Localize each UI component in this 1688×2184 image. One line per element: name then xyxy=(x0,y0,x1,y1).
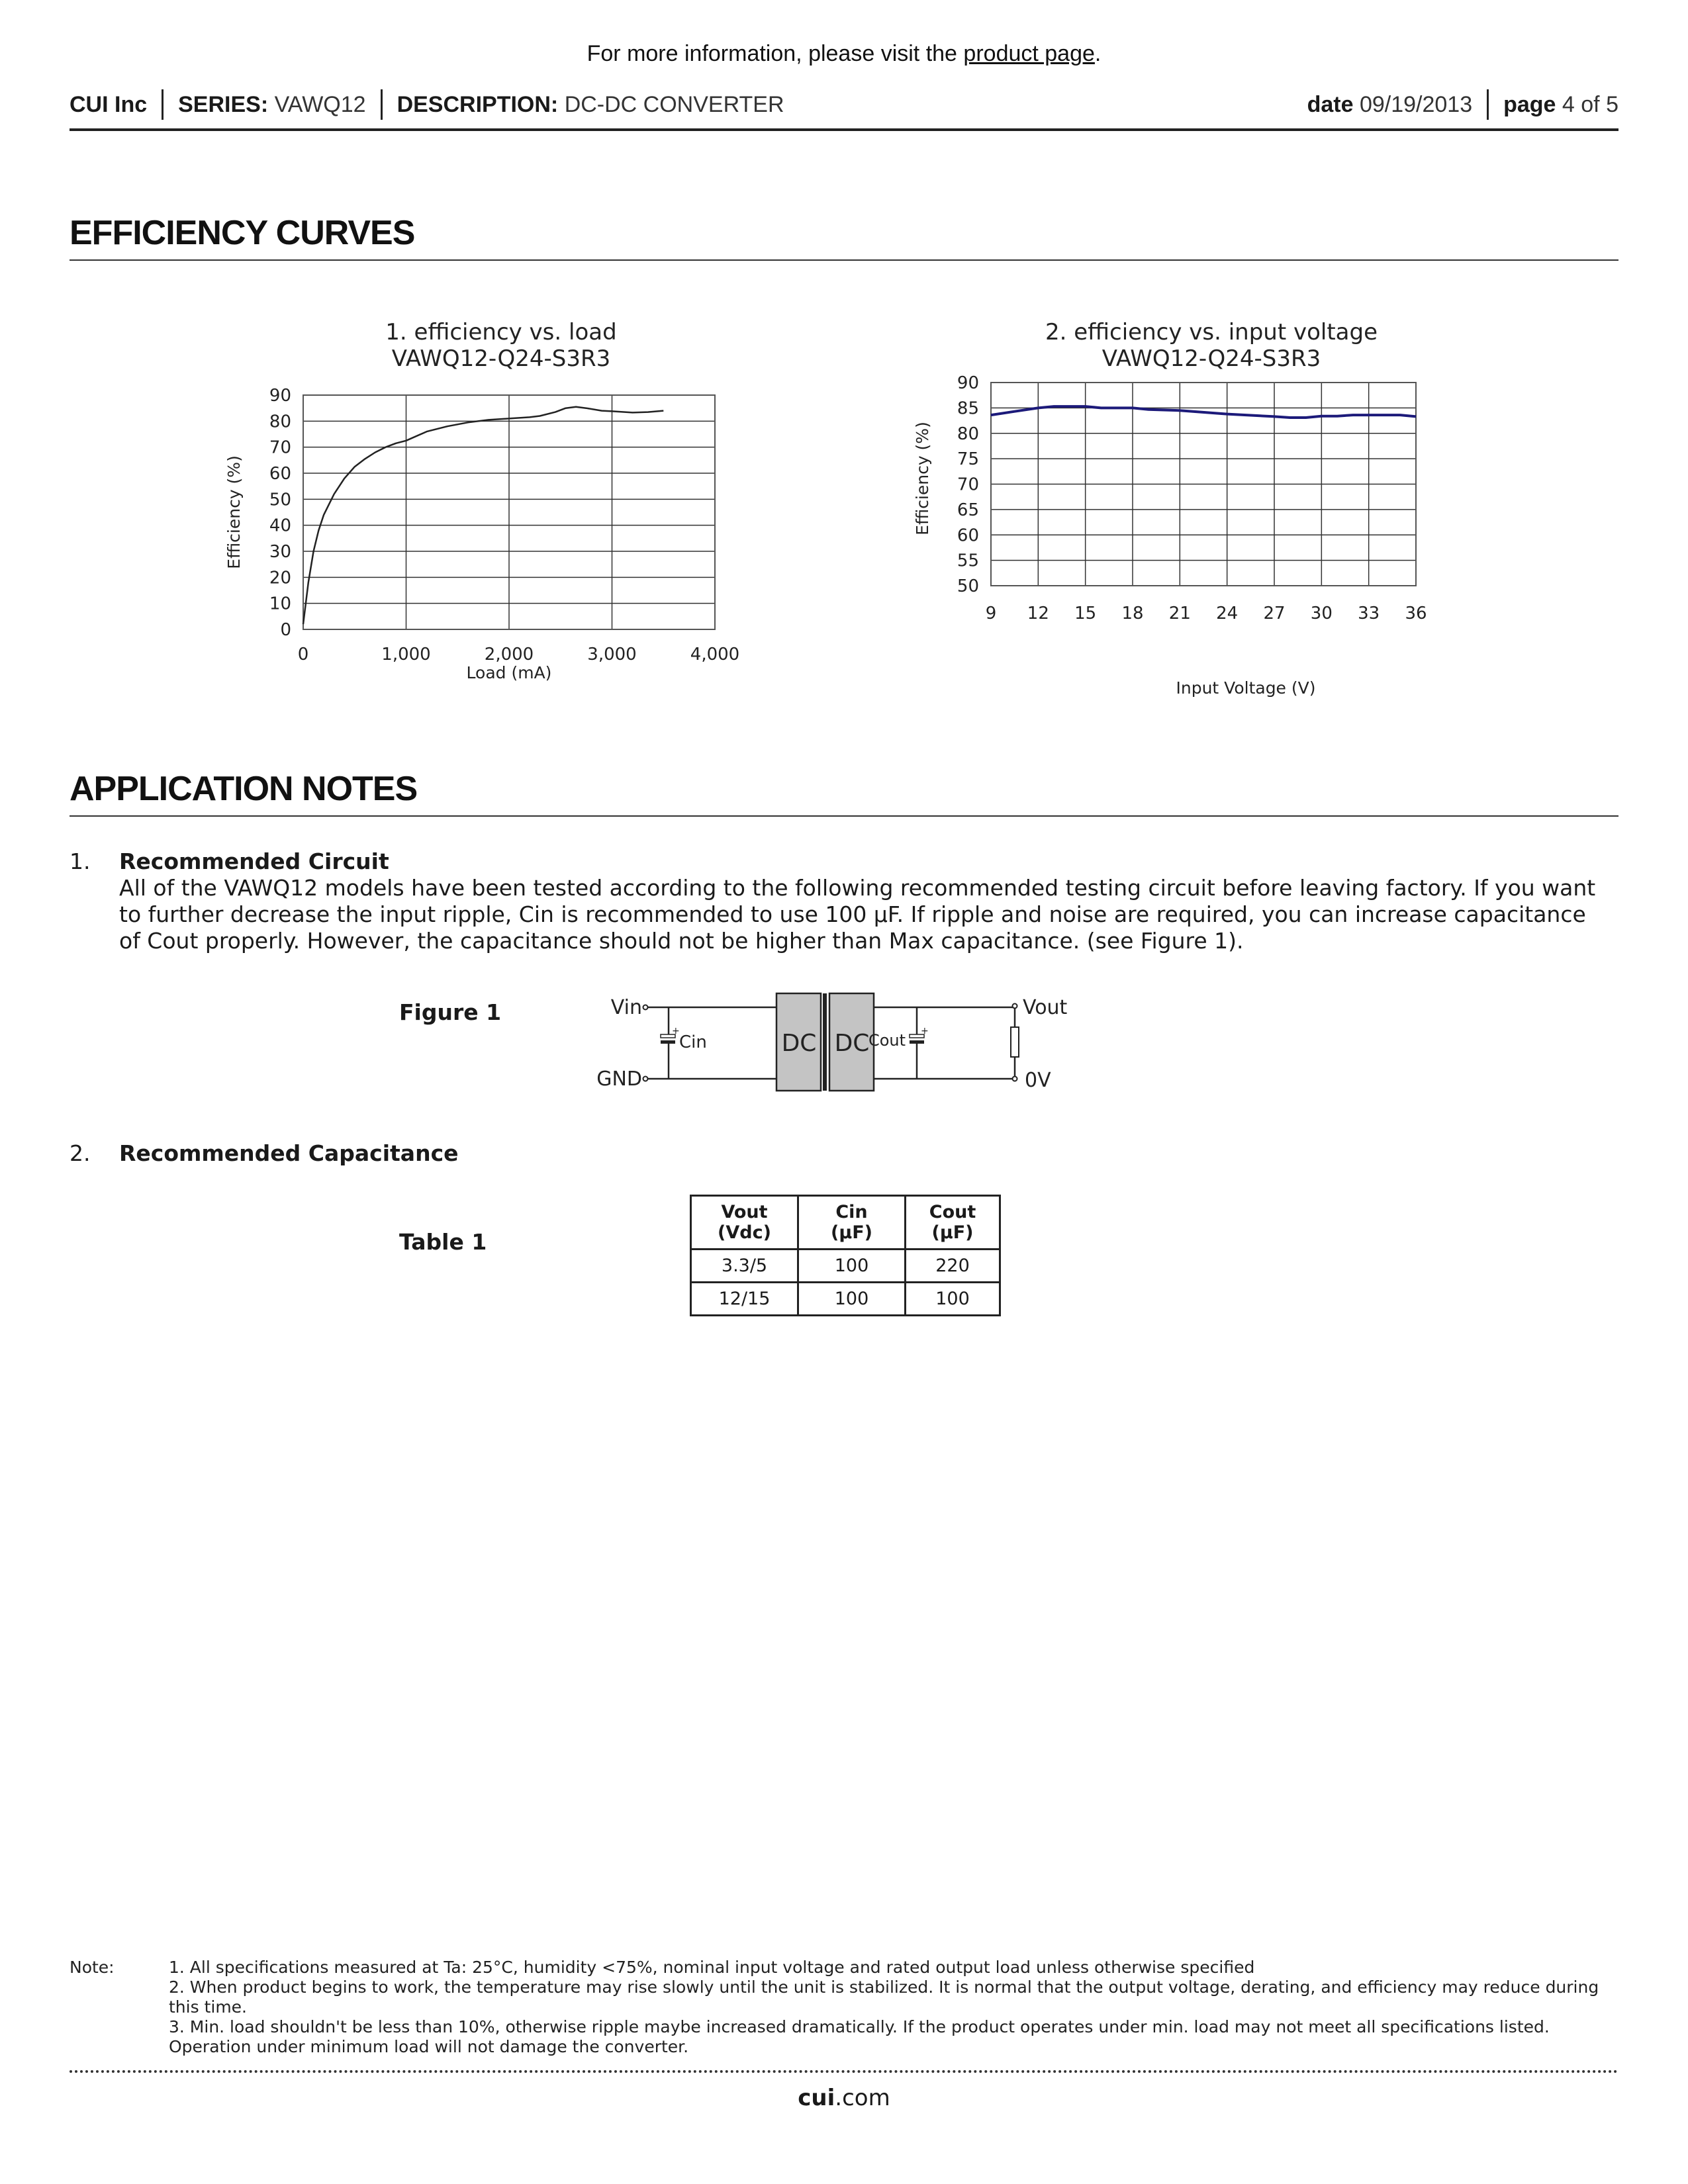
y-tick-label: 30 xyxy=(269,542,291,562)
y-tick-label: 55 xyxy=(957,551,979,571)
recommended-circuit-diagram xyxy=(596,973,1125,1105)
load-resistor-icon xyxy=(1011,1027,1019,1057)
section-title-efficiency: EFFICIENCY CURVES xyxy=(70,214,415,252)
page-label: page xyxy=(1503,91,1556,117)
top-note-suffix: . xyxy=(1094,41,1102,66)
app-note-title: Recommended Capacitance xyxy=(119,1140,459,1166)
0v-terminal xyxy=(1013,1077,1017,1081)
y-tick-label: 90 xyxy=(269,386,291,406)
x-tick-label: 2,000 xyxy=(484,645,534,664)
cin-label: Cin xyxy=(679,1032,707,1052)
company-name: CUI Inc xyxy=(70,91,148,117)
chart-title: 2. efficiency vs. input voltage xyxy=(1045,319,1378,345)
footer-domain: .com xyxy=(835,2085,890,2111)
date-value: 09/19/2013 xyxy=(1359,91,1473,117)
note-line: 1. All specifications measured at Ta: 25°C, humidity <75%, nominal input voltage and rated output load unless otherwise specified xyxy=(169,1958,1255,1977)
cin-plus: + xyxy=(672,1026,680,1036)
x-tick-label: 0 xyxy=(297,645,309,664)
y-tick-label: 65 xyxy=(957,500,979,520)
note-line: 3. Min. load shouldn't be less than 10%, otherwise ripple maybe increased dramatically. If the product operates under min. load may not meet all specifications listed. xyxy=(169,2017,1550,2036)
x-tick-label: 4,000 xyxy=(690,645,740,664)
table-header-cell: Cout (µF) xyxy=(906,1196,1000,1250)
chart-efficiency-vs-load xyxy=(218,311,761,708)
header-divider xyxy=(1487,89,1489,120)
vout-label: Vout xyxy=(1023,996,1068,1019)
dc-left-label: DC xyxy=(781,1030,817,1057)
description-value: DC-DC CONVERTER xyxy=(564,91,784,117)
footnotes xyxy=(70,1958,1618,2057)
series-value: VAWQ12 xyxy=(274,91,366,117)
gnd-label: GND xyxy=(596,1068,642,1091)
header-divider xyxy=(162,89,164,120)
table-cell: 100 xyxy=(798,1283,906,1316)
y-tick-label: 50 xyxy=(269,490,291,510)
chart-subtitle: VAWQ12-Q24-S3R3 xyxy=(1102,345,1321,372)
x-tick-label: 21 xyxy=(1168,604,1191,623)
header-divider xyxy=(381,89,383,120)
x-tick-label: 24 xyxy=(1216,604,1239,623)
y-tick-label: 40 xyxy=(269,516,291,536)
y-tick-label: 20 xyxy=(269,568,291,588)
y-tick-label: 80 xyxy=(957,424,979,444)
table-cell: 3.3/5 xyxy=(691,1250,798,1283)
product-page-link[interactable]: product page xyxy=(963,41,1095,66)
0v-label: 0V xyxy=(1025,1069,1051,1092)
table-cell: 220 xyxy=(906,1250,1000,1283)
note-line: this time. xyxy=(169,1997,247,2017)
app-note-line: of Cout properly. However, the capacitance should not be higher than Max capacitance. (see Figure 1). xyxy=(119,928,1244,954)
table-row xyxy=(691,1283,1000,1316)
series-line xyxy=(303,407,663,624)
footer-website[interactable] xyxy=(0,2085,1688,2111)
x-tick-label: 18 xyxy=(1121,604,1144,623)
app-note-line: to further decrease the input ripple, Cin is recommended to use 100 µF. If ripple and noise are required, you can increase capacitance xyxy=(119,901,1586,927)
table-header-cell: Vout (Vdc) xyxy=(691,1196,798,1250)
x-tick-label: 36 xyxy=(1405,604,1427,623)
y-tick-label: 70 xyxy=(269,437,291,458)
figure-label: Figure 1 xyxy=(399,999,502,1025)
y-tick-label: 70 xyxy=(957,475,979,495)
table-cell: 100 xyxy=(906,1283,1000,1316)
note-line: 2. When product begins to work, the temperature may rise slowly until the unit is stabilized. It is normal that the output voltage, derating, and efficiency may reduce during xyxy=(169,1978,1599,1997)
series-label: SERIES: xyxy=(178,91,269,117)
chart-subtitle: VAWQ12-Q24-S3R3 xyxy=(391,345,611,372)
date-label: date xyxy=(1307,91,1354,117)
y-tick-label: 0 xyxy=(280,620,291,640)
x-tick-label: 33 xyxy=(1358,604,1380,623)
notes-label: Note: xyxy=(70,1958,115,1977)
capacitance-table xyxy=(690,1195,1001,1316)
y-tick-label: 85 xyxy=(957,398,979,419)
x-tick-label: 1,000 xyxy=(381,645,431,664)
app-note-line: All of the VAWQ12 models have been tested according to the following recommended testing circuit before leaving factory. If you want xyxy=(119,875,1596,901)
y-axis-label: Efficiency (%) xyxy=(913,422,932,535)
x-tick-label: 3,000 xyxy=(587,645,637,664)
gnd-terminal xyxy=(643,1077,648,1081)
note-line: Operation under minimum load will not damage the converter. xyxy=(169,2037,689,2056)
section-rule xyxy=(70,815,1618,817)
table-label: Table 1 xyxy=(399,1229,487,1255)
x-tick-label: 30 xyxy=(1310,604,1333,623)
dc-right-label: DC xyxy=(834,1030,870,1057)
vout-terminal xyxy=(1013,1004,1017,1009)
header-rule xyxy=(70,128,1618,131)
vin-label: Vin xyxy=(610,996,642,1019)
y-tick-label: 90 xyxy=(957,373,979,393)
x-tick-label: 27 xyxy=(1263,604,1286,623)
y-tick-label: 60 xyxy=(957,525,979,546)
section-rule xyxy=(70,259,1618,261)
x-tick-label: 12 xyxy=(1027,604,1049,623)
app-note-1 xyxy=(70,848,1618,954)
footer-rule xyxy=(70,2070,1618,2073)
x-tick-label: 15 xyxy=(1074,604,1097,623)
table-cell: 12/15 xyxy=(691,1283,798,1316)
x-axis-label: Load (mA) xyxy=(466,663,552,682)
cout-plus: + xyxy=(921,1026,929,1036)
top-note xyxy=(0,41,1688,67)
y-tick-label: 10 xyxy=(269,594,291,614)
app-note-number: 2. xyxy=(70,1140,91,1166)
isolation-barrier xyxy=(823,993,827,1091)
table-header-row xyxy=(691,1196,1000,1250)
chart-title: 1. efficiency vs. load xyxy=(385,319,617,345)
chart-efficiency-vs-input-voltage xyxy=(907,311,1476,721)
cout-label: Cout xyxy=(868,1031,906,1050)
table-row xyxy=(691,1250,1000,1283)
y-axis-label: Efficiency (%) xyxy=(224,455,244,569)
y-tick-label: 75 xyxy=(957,449,979,470)
y-tick-label: 50 xyxy=(957,576,979,596)
app-note-number: 1. xyxy=(70,848,91,874)
y-tick-label: 60 xyxy=(269,464,291,484)
app-note-2 xyxy=(70,1140,1618,1167)
vin-terminal xyxy=(643,1005,648,1010)
page-header xyxy=(70,87,1618,122)
page-value: 4 of 5 xyxy=(1562,91,1618,117)
x-tick-label: 9 xyxy=(985,604,997,623)
y-tick-label: 80 xyxy=(269,412,291,432)
app-note-title: Recommended Circuit xyxy=(119,848,389,874)
table-header-cell: Cin (µF) xyxy=(798,1196,906,1250)
x-axis-label: Input Voltage (V) xyxy=(1176,678,1316,698)
top-note-prefix: For more information, please visit the xyxy=(586,41,964,66)
table-cell: 100 xyxy=(798,1250,906,1283)
footer-brand: cui xyxy=(798,2085,835,2111)
description-label: DESCRIPTION: xyxy=(397,91,559,117)
section-title-application-notes: APPLICATION NOTES xyxy=(70,770,418,808)
